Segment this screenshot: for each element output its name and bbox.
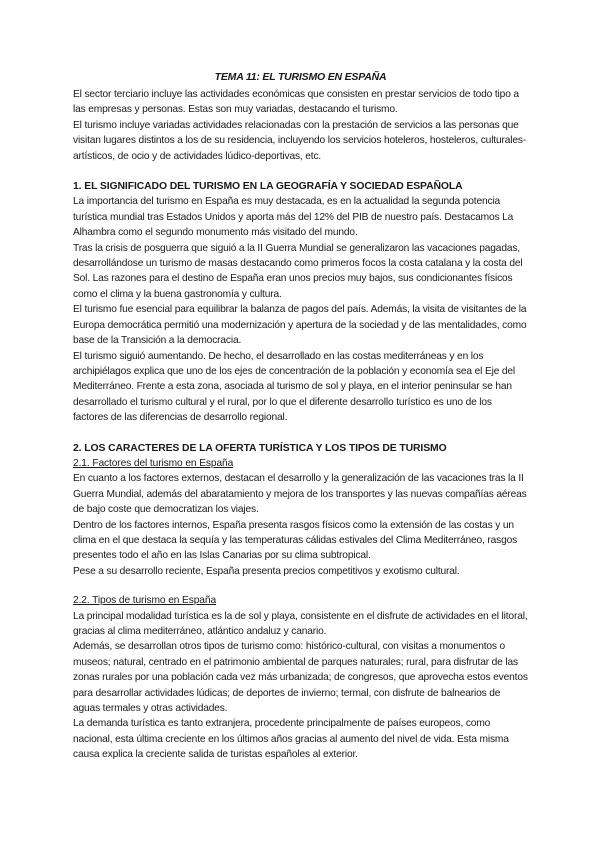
body-paragraph: La importancia del turismo en España es muy destacada, es en la actualidad la segunda potencia turística mundial tras Estados Unidos y aporta más del 12% del PIB de nuestro país. Destacamos La Alhambra como el segundo monumento más visitado del mundo. [73,196,514,239]
section-heading: 1. EL SIGNIFICADO DEL TURISMO EN LA GEOGRAFÍA Y SOCIEDAD ESPAÑOLA [73,181,463,193]
body-paragraph: Además, se desarrollan otros tipos de turismo como: histórico-cultural, con visitas a monumentos o museos; natural, centrado en el patrimonio ambiental de parques naturales; rural, para disfrutar de las zonas rurales por una población cada vez más urbanizada; de congresos, que aprovecha estos eventos para desarrollar actividades lúdicas; de deportes de invierno; termal, con disfrute de balnearios de aguas termales y otras actividades. [73,641,528,715]
intro-paragraph: El sector terciario incluye las actividades económicas que consisten en prestar servicios de todo tipo a las empresas y personas. Estas son muy variadas, destacando el turismo. [73,89,519,116]
body-paragraph: El turismo siguió aumentando. De hecho, el desarrollado en las costas mediterráneas y en los archipiélagos explica que uno de los ejes de concentración de la población y economía sea el Eje del Mediterráneo. Frente a esta zona, asociada al turismo de sol y playa, en el interior peninsular se han desarrollado el turismo cultural y el rural, por lo que el diferente desarrollo turístico es uno de los factores de las diferencias de desarrollo regional. [73,350,516,424]
body-paragraph: La principal modalidad turística es la de sol y playa, consistente en el disfrute de actividades en el litoral, gracias al clima mediterráneo, atlántico andaluz y canario. [73,610,528,637]
body-paragraph: Pese a su desarrollo reciente, España presenta precios competitivos y exotismo cultural. [73,565,460,577]
subsection-heading: 2.2. Tipos de turismo en España [73,595,217,607]
spacer [73,426,528,441]
intro-paragraph: El turismo incluye variadas actividades relacionadas con la prestación de servicios a las personas que visitan lugares distintos a los de su residencia, incluyendo los servicios hoteleros, hosteleros, culturales-artísticos, de ocio y de actividades lúdico-deportivas, etc. [73,119,527,162]
spacer [73,164,528,179]
section-heading: 2. LOS CARACTERES DE LA OFERTA TURÍSTICA Y LOS TIPOS DE TURISMO [73,442,447,454]
body-paragraph: En cuanto a los factores externos, destacan el desarrollo y la generalización de las vacaciones tras la II Guerra Mundial, además del abaratamiento y mejora de los transportes y las nuevas compañías aéreas de bajo coste que democratizan los viajes. [73,473,527,516]
spacer [73,579,528,593]
body-paragraph: Tras la crisis de posguerra que siguió a la II Guerra Mundial se generalizaron las vacaciones pagadas, desarrollándose un turismo de masas destacando como primeros focos la costa catalana y la costa del Sol. Las razones para el destino de España eran unos precios muy bajos, sus condicionantes físicos como el clima y la buena gastronomía y cultura. [73,242,523,300]
page-title: TEMA 11: EL TURISMO EN ESPAÑA [214,71,387,83]
body-paragraph: Dentro de los factores internos, España presenta rasgos físicos como la extensión de las costas y un clima en el que destaca la sequía y las temperaturas cálidas estivales del Clima Mediterráneo, rasgos presentes todo el año en las Islas Canarias por su clima subtropical. [73,519,518,562]
body-paragraph: El turismo fue esencial para equilibrar la balanza de pagos del país. Además, la visita de visitantes de la Europa democrática permitió una modernización y apertura de la sociedad y de las mentalidades, como base de la Transición a la democracia. [73,304,527,347]
body-paragraph: La demanda turística es tanto extranjera, procedente principalmente de países europeos, como nacional, esta última creciente en los últimos años gracias al aumento del nivel de vida. Esta misma causa explica la creciente salida de turistas españoles al exterior. [73,718,509,761]
document-page [73,70,528,763]
subsection-heading: 2.1. Factores del turismo en España [73,457,234,469]
